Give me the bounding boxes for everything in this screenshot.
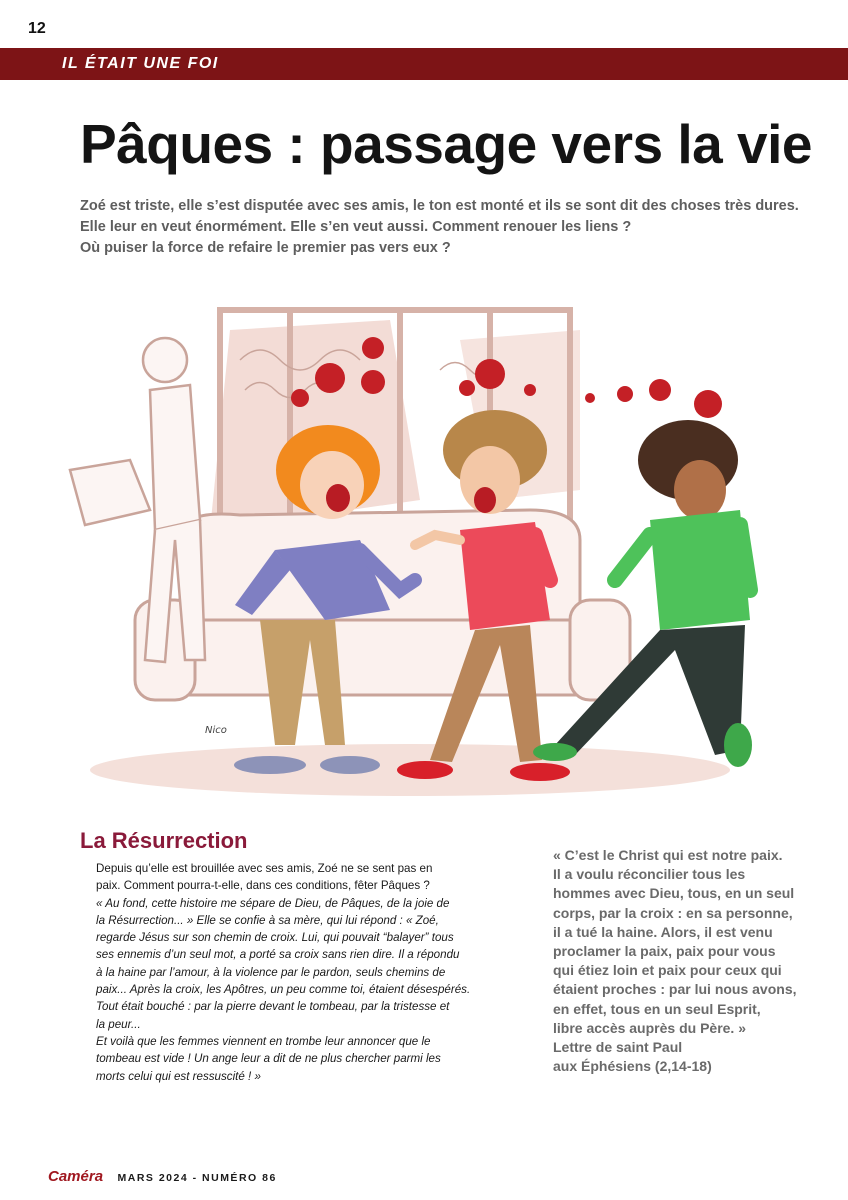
rubric-band: [0, 48, 848, 80]
quote-line: en effet, tous en un seul Esprit,: [553, 1000, 761, 1017]
article-intro: [80, 196, 799, 259]
body-line: Et voilà que les femmes viennent en trombe leur annoncer que le: [96, 1034, 431, 1048]
quarrel-illustration: [60, 300, 800, 805]
body-line: à la haine par l’amour, à la violence par le pardon, seuls chemins de: [96, 965, 446, 979]
intro-line: Elle leur en veut énormément. Elle s’en veut aussi. Comment renouer les liens ?: [80, 219, 632, 235]
issue-info: MARS 2024 - NUMÉRO 86: [117, 1172, 277, 1184]
quote-line: il a tué la haine. Alors, il est venu: [553, 923, 773, 940]
body-line: ses ennemis d’un seul mot, a porté sa croix sans rien dire. Il a répondu: [96, 948, 460, 962]
quote-line: corps, par la croix : en sa personne,: [553, 904, 793, 921]
magazine-brand: Caméra: [48, 1168, 104, 1185]
page-footer: [48, 1168, 277, 1188]
body-line: « Au fond, cette histoire me sépare de Dieu, de Pâques, de la joie de: [96, 896, 450, 910]
body-line: la peur...: [96, 1017, 141, 1031]
quote-line: proclamer la paix, paix pour vous: [553, 943, 776, 960]
body-line: la Résurrection... » Elle se confie à sa mère, qui lui répond : « Zoé,: [96, 913, 439, 927]
quote-line: hommes avec Dieu, tous, en un seul: [553, 885, 795, 902]
article-title: Pâques : passage vers la vie: [80, 113, 812, 175]
body-line: Tout était bouché : par la pierre devant le tombeau, par la tristesse et: [96, 1000, 450, 1014]
intro-line: Où puiser la force de refaire le premier pas vers eux ?: [80, 240, 451, 256]
quote-source: aux Éphésiens (2,14-18): [553, 1058, 712, 1075]
quote-line: « C’est le Christ qui est notre paix.: [553, 847, 783, 863]
section-heading: La Résurrection: [80, 828, 248, 853]
body-line: regarde Jésus sur son chemin de croix. Lui, qui pouvait “balayer” tous: [96, 931, 454, 945]
rubric-label: IL ÉTAIT UNE FOI: [62, 55, 219, 72]
bible-quote: [553, 846, 803, 1076]
body-text: [96, 860, 471, 1085]
body-line: Depuis qu’elle est brouillée avec ses amis, Zoé ne se sent pas en: [96, 862, 433, 875]
body-line: morts celui qui est ressuscité ! »: [96, 1069, 261, 1083]
quote-line: libre accès auprès du Père. »: [553, 1019, 746, 1036]
page-number: 12: [28, 20, 46, 37]
quote-line: étaient proches : par lui nous avons,: [553, 981, 797, 998]
body-line: tombeau est vide ! Un ange leur a dit de ne plus chercher parmi les: [96, 1052, 441, 1066]
intro-line: Zoé est triste, elle s’est disputée avec ses amis, le ton est monté et ils se sont dit des choses très dures.: [80, 198, 799, 214]
quote-source: Lettre de saint Paul: [553, 1039, 683, 1056]
quote-line: qui étiez loin et paix pour ceux qui: [553, 962, 782, 979]
body-line: paix... Après la croix, les Apôtres, un peu comme toi, étaient désespérés.: [96, 983, 471, 997]
body-line: paix. Comment pourra-t-elle, dans ces conditions, fêter Pâques ?: [96, 879, 430, 893]
illustration-signature: Nico: [205, 725, 227, 736]
quote-line: Il a voulu réconcilier tous les: [553, 866, 746, 883]
